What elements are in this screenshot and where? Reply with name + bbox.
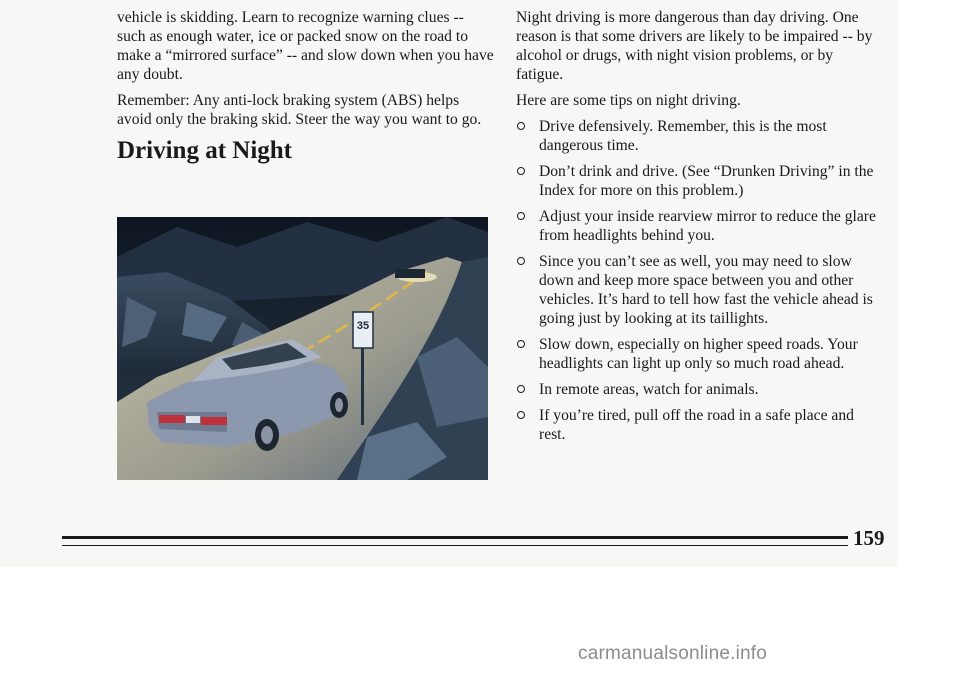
- section-heading: Driving at Night: [117, 137, 292, 164]
- footer-rule-thick: [62, 536, 848, 539]
- bullet-icon: [517, 212, 525, 220]
- speed-sign-text: 35: [356, 320, 370, 332]
- footer-rule-thin: [62, 545, 848, 546]
- tip-text: Slow down, especially on higher speed roads. Your headlights can light up only so much road ahead.: [539, 336, 858, 372]
- tip-text: Since you can’t see as well, you may need to slow down and keep more space between you and other vehicles. It’s hard to tell how fast the vehicle ahead is going just by looking at its taillights.: [539, 253, 873, 327]
- list-item: [516, 162, 881, 200]
- night-danger-paragraph: Night driving is more dangerous than day driving. One reason is that some drivers are likely to be impaired -- by alcohol or drugs, with night vision problems, or by fatigue.: [516, 9, 873, 83]
- bullet-icon: [517, 167, 525, 175]
- page-number: 159: [853, 526, 885, 550]
- left-column: [117, 8, 495, 166]
- bullet-icon: [517, 340, 525, 348]
- tips-intro: Here are some tips on night driving.: [516, 92, 741, 109]
- night-driving-tips: [516, 117, 881, 444]
- bullet-icon: [517, 385, 525, 393]
- bullet-icon: [517, 411, 525, 419]
- tip-text: In remote areas, watch for animals.: [539, 381, 759, 398]
- night-road-scene: [117, 217, 488, 480]
- tip-text: If you’re tired, pull off the road in a safe place and rest.: [539, 407, 854, 443]
- list-item: [516, 406, 881, 444]
- list-item: [516, 117, 881, 155]
- tip-text: Don’t drink and drive. (See “Drunken Driving” in the Index for more on this problem.): [539, 163, 874, 199]
- abs-paragraph: Remember: Any anti-lock braking system (ABS) helps avoid only the braking skid. Steer the way you want to go.: [117, 92, 482, 128]
- skid-paragraph: vehicle is skidding. Learn to recognize warning clues -- such as enough water, ice or packed snow on the road to make a “mirrored surface” -- and slow down when you have any doubt.: [117, 9, 494, 83]
- list-item: [516, 252, 881, 328]
- watermark[interactable]: carmanualsonline.info: [578, 643, 768, 664]
- list-item: [516, 335, 881, 373]
- bullet-icon: [517, 122, 525, 130]
- night-driving-illustration: [117, 217, 488, 480]
- list-item: [516, 207, 881, 245]
- tip-text: Drive defensively. Remember, this is the most dangerous time.: [539, 118, 827, 154]
- bullet-icon: [517, 257, 525, 265]
- right-column: [516, 8, 881, 451]
- list-item: [516, 380, 881, 399]
- tip-text: Adjust your inside rearview mirror to reduce the glare from headlights behind you.: [539, 208, 876, 244]
